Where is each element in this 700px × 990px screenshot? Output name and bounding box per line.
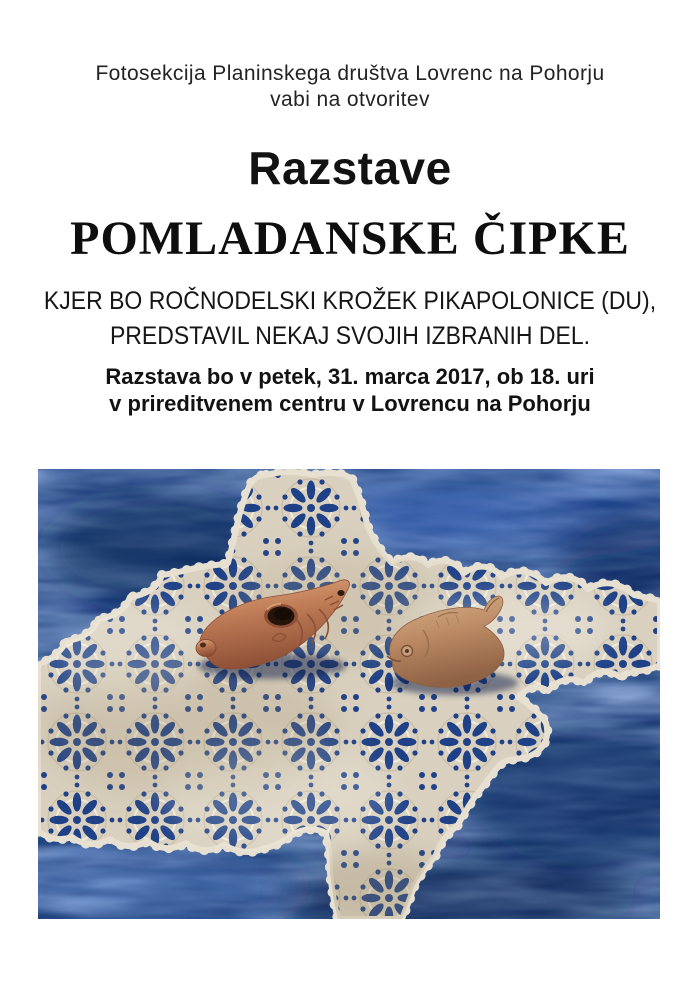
- subtitle-line-2: PREDSTAVIL NEKAJ SVOJIH IZBRANIH DEL.: [109, 322, 591, 350]
- lace-photo-graphic: [38, 469, 660, 919]
- poster-title: POMLADANSKE ČIPKE: [70, 212, 630, 265]
- intro-line-2: vabi na otvoritev: [270, 88, 430, 111]
- lamp-nozzle-knob: [196, 640, 216, 657]
- event-details: [0, 363, 700, 417]
- exhibition-photo: [38, 469, 660, 919]
- intro-text: [0, 61, 700, 113]
- subtitle-line-1: KJER BO ROČNODELSKI KROŽEK PIKAPOLONICE (DU),: [43, 287, 657, 315]
- poster-heading: Razstave: [248, 142, 452, 194]
- details-line-2: v prireditvenem centru v Lovrencu na Pohorju: [109, 391, 591, 416]
- intro-line-1: Fotosekcija Planinskega društva Lovrenc na Pohorju: [95, 62, 605, 85]
- poster-subtitle: [28, 284, 672, 354]
- lamp-spout-hole: [337, 590, 344, 596]
- details-line-1: Razstava bo v petek, 31. marca 2017, ob 18. uri: [105, 364, 595, 389]
